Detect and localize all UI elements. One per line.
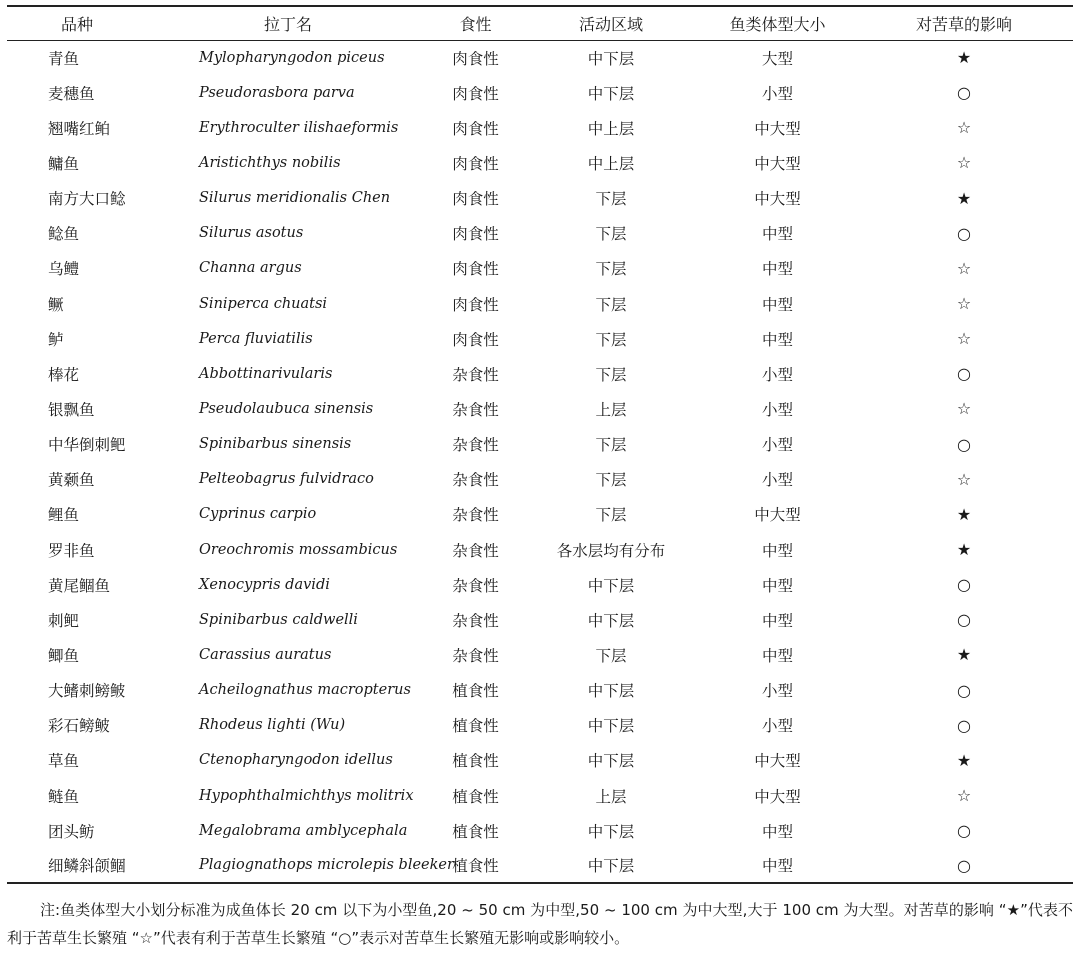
table-row xyxy=(7,321,1073,356)
cell-impact-symbol: ★ xyxy=(956,188,972,208)
cell-body-size: 小型 xyxy=(761,436,793,455)
cell-body-size: 中大型 xyxy=(754,154,801,173)
cell-activity-zone: 下层 xyxy=(595,506,627,525)
cell-latin-name: Rhodeus lighti (Wu) xyxy=(199,717,346,734)
cell-name: 草鱼 xyxy=(48,752,80,771)
cell-diet: 植食性 xyxy=(452,682,499,701)
cell-name: 黄颡鱼 xyxy=(48,471,95,490)
header-name: 品种 xyxy=(7,6,147,40)
cell-latin-name: Spinibarbus sinensis xyxy=(199,436,352,453)
header-latin: 拉丁名 xyxy=(147,6,429,40)
table-row xyxy=(7,567,1073,602)
cell-diet: 杂食性 xyxy=(452,611,499,630)
cell-name: 鲤鱼 xyxy=(48,506,80,525)
cell-activity-zone: 下层 xyxy=(595,225,627,244)
cell-impact-symbol: ☆ xyxy=(956,258,972,278)
cell-name: 细鳞斜颌鲴 xyxy=(7,848,147,883)
cell-diet: 杂食性 xyxy=(452,436,499,455)
cell-diet: 杂食性 xyxy=(452,471,499,490)
cell-activity-zone: 下层 xyxy=(595,190,627,209)
cell-impact-symbol: ★ xyxy=(956,48,972,68)
cell-latin-name: Pseudorasbora parva xyxy=(199,84,355,101)
cell-body-size: 中型 xyxy=(761,822,793,841)
cell-diet: 肉食性 xyxy=(452,260,499,279)
cell-name: 团头鲂 xyxy=(48,822,95,841)
cell-diet: 肉食性 xyxy=(452,295,499,314)
fish-species-table xyxy=(7,5,1073,884)
cell-activity-zone: 中下层 xyxy=(587,49,635,68)
cell-activity-zone: 下层 xyxy=(595,436,627,455)
cell-body-size: 中大型 xyxy=(754,119,801,138)
cell-name: 罗非鱼 xyxy=(48,541,95,560)
table-row xyxy=(7,216,1073,251)
cell-latin-name: Erythroculter ilishaeformis xyxy=(199,119,399,136)
cell-diet: 植食性 xyxy=(452,717,499,736)
table-row xyxy=(7,427,1073,462)
cell-body-size: 中型 xyxy=(700,848,855,883)
cell-latin-name: Xenocypris davidi xyxy=(199,576,330,593)
table-row xyxy=(7,532,1073,567)
table-row xyxy=(7,497,1073,532)
header-row xyxy=(7,6,1073,40)
table-row xyxy=(7,778,1073,813)
cell-latin-name: Silurus meridionalis Chen xyxy=(199,190,391,207)
cell-body-size: 中型 xyxy=(761,295,793,314)
cell-activity-zone: 上层 xyxy=(595,787,627,806)
cell-impact-symbol: ○ xyxy=(957,610,971,630)
cell-body-size: 中型 xyxy=(761,541,793,560)
cell-body-size: 小型 xyxy=(761,682,793,701)
table-row xyxy=(7,462,1073,497)
cell-latin-name: Hypophthalmichthys molitrix xyxy=(199,787,414,804)
table-row xyxy=(7,40,1073,75)
cell-latin-name: Megalobrama amblycephala xyxy=(199,822,408,839)
cell-diet: 杂食性 xyxy=(452,400,499,419)
table-row xyxy=(7,110,1073,145)
cell-impact-symbol: ○ xyxy=(957,434,971,454)
cell-diet: 杂食性 xyxy=(452,541,499,560)
cell-body-size: 小型 xyxy=(761,400,793,419)
cell-body-size: 小型 xyxy=(761,471,793,490)
cell-name: 中华倒刺鲃 xyxy=(48,436,126,455)
cell-body-size: 中型 xyxy=(761,330,793,349)
cell-impact-symbol: ☆ xyxy=(956,786,972,806)
cell-activity-zone: 中下层 xyxy=(587,682,635,701)
cell-diet: 植食性 xyxy=(452,822,499,841)
table-row xyxy=(7,251,1073,286)
cell-impact-symbol: ○ xyxy=(957,83,971,103)
cell-impact-symbol: ★ xyxy=(956,540,972,560)
cell-latin-name: Oreochromis mossambicus xyxy=(199,541,398,558)
cell-latin-name: Channa argus xyxy=(199,260,302,277)
cell-body-size: 中大型 xyxy=(754,190,801,209)
cell-name: 大鳍刺鳑鲏 xyxy=(48,682,126,701)
fish-table-container xyxy=(7,5,1073,884)
cell-body-size: 中型 xyxy=(761,576,793,595)
cell-body-size: 中型 xyxy=(761,225,793,244)
cell-impact-symbol: ☆ xyxy=(956,329,972,349)
cell-diet: 肉食性 xyxy=(452,119,499,138)
cell-name: 银飘鱼 xyxy=(48,400,95,419)
cell-latin-name: Abbottinarivularis xyxy=(199,365,333,382)
cell-latin-name: Acheilognathus macropterus xyxy=(199,682,411,699)
cell-activity-zone: 下层 xyxy=(595,365,627,384)
cell-impact-symbol: ○ xyxy=(957,680,971,700)
cell-name: 麦穗鱼 xyxy=(48,84,95,103)
cell-name: 乌鳢 xyxy=(48,260,80,279)
cell-name: 鳙鱼 xyxy=(48,154,80,173)
cell-activity-zone: 各水层均有分布 xyxy=(556,541,666,560)
table-row xyxy=(7,356,1073,391)
header-zone: 活动区域 xyxy=(522,6,700,40)
cell-activity-zone: 下层 xyxy=(595,471,627,490)
cell-name: 鲶鱼 xyxy=(48,225,80,244)
cell-activity-zone: 下层 xyxy=(595,646,627,665)
cell-name: 翘嘴红鲌 xyxy=(48,119,111,138)
cell-activity-zone: 中下层 xyxy=(587,611,635,630)
cell-body-size: 中大型 xyxy=(754,787,801,806)
cell-impact-symbol: ○ xyxy=(855,848,1073,883)
cell-body-size: 中大型 xyxy=(754,506,801,525)
cell-activity-zone: 中下层 xyxy=(587,822,635,841)
cell-latin-name: Siniperca chuatsi xyxy=(199,295,328,312)
table-footnote: 注:鱼类体型大小划分标准为成鱼体长 20 cm 以下为小型鱼,20 ~ 50 cm 为中型,50 ~ 100 cm 为中大型,大于 100 cm 为大型。对苦草的影响 “★”代表不利于苦草生长繁殖 “☆”代表有利于苦草生长繁殖 “○”表示对苦草生长繁殖无影响或影响较小。 xyxy=(7,901,1073,947)
table-row xyxy=(7,391,1073,426)
table-body xyxy=(7,40,1073,883)
table-header xyxy=(7,6,1073,40)
cell-activity-zone: 中下层 xyxy=(587,84,635,103)
cell-diet: 杂食性 xyxy=(452,646,499,665)
cell-diet: 肉食性 xyxy=(452,49,499,68)
cell-impact-symbol: ☆ xyxy=(956,153,972,173)
table-row xyxy=(7,813,1073,848)
table-row xyxy=(7,743,1073,778)
cell-latin-name: Carassius auratus xyxy=(199,646,332,663)
cell-impact-symbol: ○ xyxy=(957,715,971,735)
cell-diet: 杂食性 xyxy=(452,506,499,525)
cell-impact-symbol: ☆ xyxy=(956,469,972,489)
cell-latin-name: Perca fluviatilis xyxy=(199,330,313,347)
table-row xyxy=(7,708,1073,743)
cell-name: 黄尾鲴鱼 xyxy=(48,576,111,595)
cell-body-size: 中型 xyxy=(761,646,793,665)
cell-diet: 杂食性 xyxy=(452,576,499,595)
cell-latin-name: Plagiognathops microlepis bleeker xyxy=(147,848,429,883)
cell-body-size: 中型 xyxy=(761,260,793,279)
table-row xyxy=(7,75,1073,110)
cell-activity-zone: 下层 xyxy=(595,260,627,279)
cell-impact-symbol: ☆ xyxy=(956,118,972,138)
cell-name: 棒花 xyxy=(48,365,80,384)
cell-body-size: 小型 xyxy=(761,717,793,736)
cell-impact-symbol: ○ xyxy=(957,575,971,595)
cell-impact-symbol: ★ xyxy=(956,504,972,524)
cell-activity-zone: 上层 xyxy=(595,400,627,419)
header-size: 鱼类体型大小 xyxy=(700,6,855,40)
cell-impact-symbol: ○ xyxy=(957,364,971,384)
cell-impact-symbol: ☆ xyxy=(956,294,972,314)
table-row xyxy=(7,286,1073,321)
cell-latin-name: Aristichthys nobilis xyxy=(199,154,341,171)
cell-body-size: 小型 xyxy=(761,365,793,384)
cell-activity-zone: 中下层 xyxy=(587,717,635,736)
cell-impact-symbol: ☆ xyxy=(956,399,972,419)
cell-diet: 肉食性 xyxy=(452,330,499,349)
cell-name: 南方大口鲶 xyxy=(48,190,126,209)
cell-name: 鲫鱼 xyxy=(48,646,80,665)
cell-latin-name: Pseudolaubuca sinensis xyxy=(199,400,374,417)
cell-impact-symbol: ○ xyxy=(957,223,971,243)
cell-name: 青鱼 xyxy=(48,49,80,68)
cell-name: 彩石鳑鲏 xyxy=(48,717,111,736)
cell-impact-symbol: ★ xyxy=(956,645,972,665)
header-impact: 对苦草的影响 xyxy=(855,6,1073,40)
table-row xyxy=(7,637,1073,672)
cell-activity-zone: 下层 xyxy=(595,330,627,349)
cell-body-size: 大型 xyxy=(761,49,793,68)
table-row xyxy=(7,602,1073,637)
header-diet: 食性 xyxy=(429,6,522,40)
cell-latin-name: Ctenopharyngodon idellus xyxy=(199,752,393,769)
cell-name: 鲈 xyxy=(48,330,64,349)
table-row xyxy=(7,145,1073,180)
table-row xyxy=(7,181,1073,216)
cell-diet: 植食性 xyxy=(452,752,499,771)
cell-name: 鳜 xyxy=(48,295,64,314)
cell-latin-name: Spinibarbus caldwelli xyxy=(199,611,358,628)
cell-diet: 肉食性 xyxy=(452,190,499,209)
cell-activity-zone: 中上层 xyxy=(587,154,635,173)
cell-activity-zone: 中下层 xyxy=(587,576,635,595)
cell-latin-name: Pelteobagrus fulvidraco xyxy=(199,471,374,488)
cell-name: 刺鲃 xyxy=(48,611,80,630)
cell-latin-name: Mylopharyngodon piceus xyxy=(199,49,385,66)
cell-diet: 肉食性 xyxy=(452,154,499,173)
cell-activity-zone: 中下层 xyxy=(587,752,635,771)
cell-activity-zone: 中上层 xyxy=(587,119,635,138)
cell-diet: 肉食性 xyxy=(452,84,499,103)
cell-impact-symbol: ★ xyxy=(956,750,972,770)
cell-diet: 肉食性 xyxy=(452,225,499,244)
cell-latin-name: Cyprinus carpio xyxy=(199,506,317,523)
cell-latin-name: Silurus asotus xyxy=(199,225,304,242)
cell-activity-zone: 中下层 xyxy=(522,848,700,883)
cell-diet: 植食性 xyxy=(429,848,522,883)
cell-impact-symbol: ○ xyxy=(957,821,971,841)
cell-body-size: 小型 xyxy=(761,84,793,103)
cell-body-size: 中大型 xyxy=(754,752,801,771)
cell-diet: 杂食性 xyxy=(452,365,499,384)
table-row xyxy=(7,848,1073,883)
cell-activity-zone: 下层 xyxy=(595,295,627,314)
table-row xyxy=(7,673,1073,708)
cell-body-size: 中型 xyxy=(761,611,793,630)
cell-diet: 植食性 xyxy=(452,787,499,806)
cell-name: 鲢鱼 xyxy=(48,787,80,806)
